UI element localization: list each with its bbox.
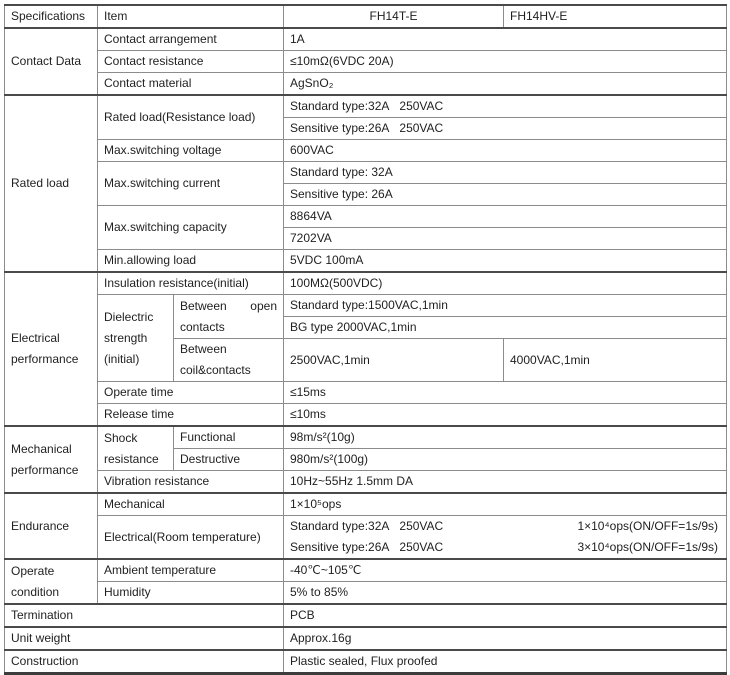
row-max-switching-voltage (5, 140, 727, 162)
value-endurance-electrical (284, 516, 727, 560)
value-release-time: ≤10ms (284, 404, 727, 427)
item-operate-time: Operate time (98, 382, 284, 404)
section-label-operate-condition: Operate condition (5, 559, 98, 604)
header-item: Item (98, 5, 284, 28)
value-operate-time: ≤15ms (284, 382, 727, 404)
value-rated-load-standard: Standard type:32A 250VAC (284, 95, 727, 118)
item-rated-load: Rated load(Resistance load) (98, 95, 284, 140)
specifications-table (4, 4, 727, 675)
value-vibration-resistance: 10Hz~55Hz 1.5mm DA (284, 471, 727, 494)
item-shock-destructive: Destructive (174, 449, 284, 471)
item-contact-resistance: Contact resistance (98, 51, 284, 73)
row-contact-material (5, 73, 727, 96)
item-release-time: Release time (98, 404, 284, 427)
header-model-fh14t-e: FH14T-E (284, 5, 504, 28)
section-label-endurance: Endurance (5, 493, 98, 559)
value-dielectric-open-standard: Standard type:1500VAC,1min (284, 295, 727, 317)
item-insulation-resistance: Insulation resistance(initial) (98, 272, 284, 295)
row-max-switching-capacity-standard (5, 206, 727, 228)
item-dielectric-strength: Dielectric strength (initial) (98, 295, 174, 382)
item-vibration-resistance: Vibration resistance (98, 471, 284, 494)
section-label-rated-load: Rated load (5, 95, 98, 272)
endurance-sensitive-condition: Sensitive type:26A 250VAC (290, 540, 444, 554)
item-min-allowing-load: Min.allowing load (98, 250, 284, 273)
row-ambient-temperature (5, 559, 727, 582)
row-insulation-resistance (5, 272, 727, 295)
row-endurance-mechanical (5, 493, 727, 516)
value-min-allowing-load: 5VDC 100mA (284, 250, 727, 273)
header-model-fh14hv-e: FH14HV-E (504, 5, 727, 28)
header-specifications: Specifications (5, 5, 98, 28)
item-contact-material: Contact material (98, 73, 284, 96)
value-shock-functional: 98m/s²(10g) (284, 426, 727, 449)
endurance-standard-condition: Standard type:32A 250VAC (290, 519, 444, 533)
value-contact-material: AgSnO₂ (284, 73, 727, 96)
row-min-allowing-load (5, 250, 727, 273)
value-max-switching-current-sensitive: Sensitive type: 26A (284, 184, 727, 206)
value-ambient-temperature: -40℃~105℃ (284, 559, 727, 582)
value-max-switching-current-standard: Standard type: 32A (284, 162, 727, 184)
row-rated-load-standard (5, 95, 727, 118)
item-ambient-temperature: Ambient temperature (98, 559, 284, 582)
row-release-time (5, 404, 727, 427)
row-contact-resistance (5, 51, 727, 73)
row-construction (5, 650, 727, 674)
value-contact-resistance: ≤10mΩ(6VDC 20A) (284, 51, 727, 73)
row-contact-arrangement (5, 28, 727, 51)
value-max-switching-capacity-standard: 8864VA (284, 206, 727, 228)
row-humidity (5, 582, 727, 605)
row-endurance-electrical (5, 516, 727, 560)
row-max-switching-current-standard (5, 162, 727, 184)
row-termination (5, 604, 727, 627)
endurance-electrical-line-standard (290, 516, 720, 537)
section-label-mechanical-performance: Mechanical performance (5, 426, 98, 493)
header-row (5, 5, 727, 28)
value-shock-destructive: 980m/s²(100g) (284, 449, 727, 471)
section-label-unit-weight: Unit weight (5, 627, 284, 650)
section-label-construction: Construction (5, 650, 284, 674)
item-max-switching-current: Max.switching current (98, 162, 284, 206)
row-vibration-resistance (5, 471, 727, 494)
item-contact-arrangement: Contact arrangement (98, 28, 284, 51)
value-max-switching-voltage: 600VAC (284, 140, 727, 162)
value-rated-load-sensitive: Sensitive type:26A 250VAC (284, 118, 727, 140)
item-between-open-contacts: Between open contacts (174, 295, 284, 339)
endurance-sensitive-ops: 3×10⁴ops(ON/OFF=1s/9s) (577, 540, 718, 554)
value-contact-arrangement: 1A (284, 28, 727, 51)
item-shock-resistance: Shock resistance (98, 426, 174, 471)
item-max-switching-voltage: Max.switching voltage (98, 140, 284, 162)
value-insulation-resistance: 100MΩ(500VDC) (284, 272, 727, 295)
value-construction: Plastic sealed, Flux proofed (284, 650, 727, 674)
section-label-contact-data: Contact Data (5, 28, 98, 95)
item-max-switching-capacity: Max.switching capacity (98, 206, 284, 250)
item-humidity: Humidity (98, 582, 284, 605)
endurance-electrical-line-sensitive (290, 537, 720, 558)
value-endurance-mechanical: 1×10⁵ops (284, 493, 727, 516)
value-termination: PCB (284, 604, 727, 627)
item-between-coil-contacts: Between coil&contacts (174, 339, 284, 382)
value-dielectric-coil-fh14t-e: 2500VAC,1min (284, 339, 504, 382)
value-unit-weight: Approx.16g (284, 627, 727, 650)
row-operate-time (5, 382, 727, 404)
value-dielectric-open-bg: BG type 2000VAC,1min (284, 317, 727, 339)
row-shock-functional (5, 426, 727, 449)
endurance-standard-ops: 1×10⁴ops(ON/OFF=1s/9s) (577, 519, 718, 533)
value-dielectric-coil-fh14hv-e: 4000VAC,1min (504, 339, 727, 382)
value-humidity: 5% to 85% (284, 582, 727, 605)
section-label-termination: Termination (5, 604, 284, 627)
section-label-electrical-performance: Electrical performance (5, 272, 98, 426)
item-endurance-mechanical: Mechanical (98, 493, 284, 516)
value-max-switching-capacity-sensitive: 7202VA (284, 228, 727, 250)
row-dielectric-open-standard (5, 295, 727, 317)
item-shock-functional: Functional (174, 426, 284, 449)
item-endurance-electrical: Electrical(Room temperature) (98, 516, 284, 560)
